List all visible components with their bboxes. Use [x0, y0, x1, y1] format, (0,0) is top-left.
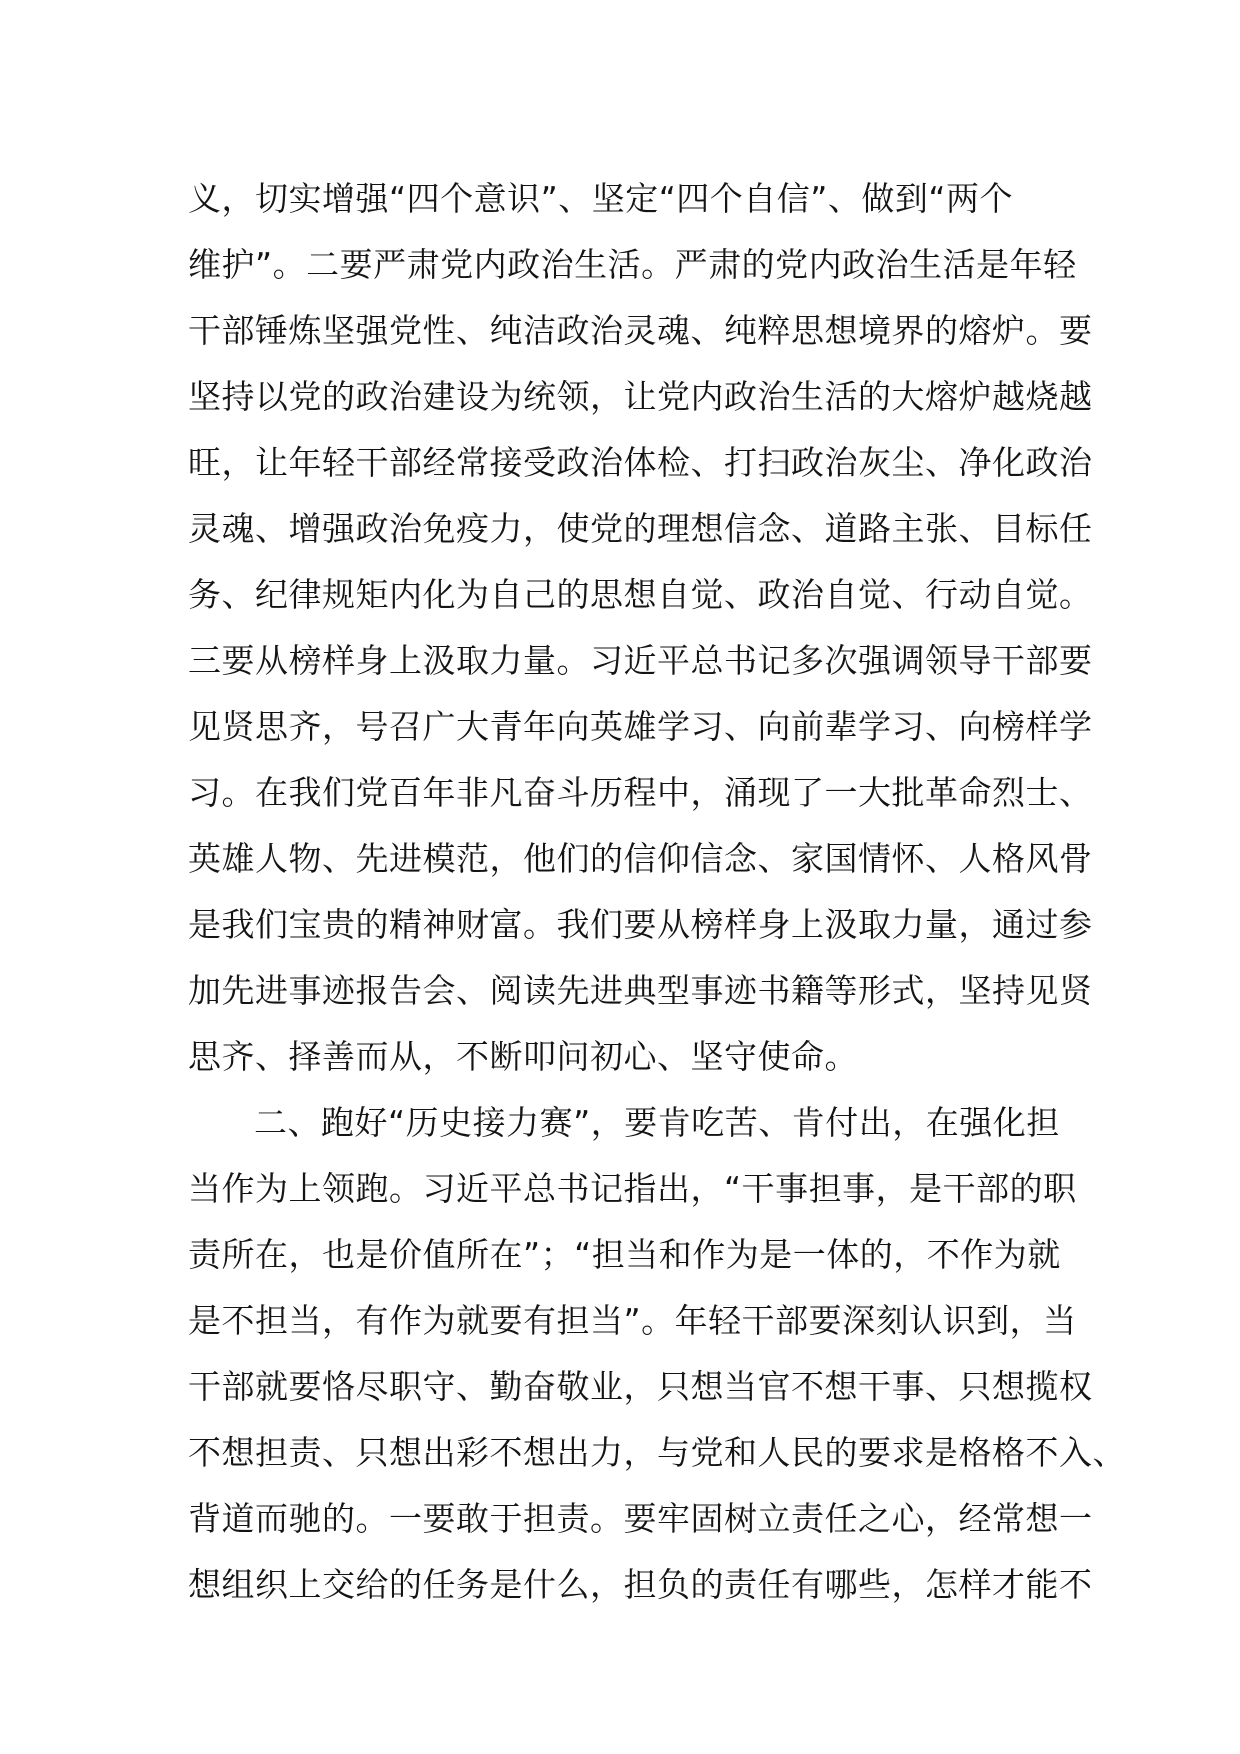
text-line: 是不担当，有作为就要有担当”。年轻干部要深刻认识到，当: [188, 1301, 1077, 1340]
text-line: 背道而驰的。一要敢于担责。要牢固树立责任之心，经常想一: [188, 1499, 1093, 1538]
text-line: 责所在，也是价值所在”；“担当和作为是一体的，不作为就: [188, 1235, 1061, 1274]
text-line: 见贤思齐，号召广大青年向英雄学习、向前辈学习、向榜样学: [188, 707, 1093, 746]
text-line: 想组织上交给的任务是什么，担负的责任有哪些，怎样才能不: [188, 1565, 1093, 1604]
text-line: 当作为上领跑。习近平总书记指出，“干事担事，是干部的职: [188, 1169, 1077, 1208]
text-line: 习。在我们党百年非凡奋斗历程中，涌现了一大批革命烈士、: [188, 773, 1093, 812]
text-line: 义，切实增强“四个意识”、坚定“四个自信”、做到“两个: [188, 179, 1013, 218]
text-line: 干部就要恪尽职守、勤奋敬业，只想当官不想干事、只想揽权: [188, 1367, 1093, 1406]
text-line: 务、纪律规矩内化为自己的思想自觉、政治自觉、行动自觉。: [188, 575, 1093, 614]
text-line: 干部锤炼坚强党性、纯洁政治灵魂、纯粹思想境界的熔炉。要: [188, 311, 1093, 350]
text-line: 灵魂、增强政治免疫力，使党的理想信念、道路主张、目标任: [188, 509, 1093, 548]
text-line: 旺，让年轻干部经常接受政治体检、打扫政治灰尘、净化政治: [188, 443, 1093, 482]
text-line: 维护”。二要严肃党内政治生活。严肃的党内政治生活是年轻: [188, 245, 1077, 284]
text-line: 是我们宝贵的精神财富。我们要从榜样身上汲取力量，通过参: [188, 905, 1093, 944]
text-line: 不想担责、只想出彩不想出力，与党和人民的要求是格格不入、: [188, 1433, 1126, 1472]
text-line: 英雄人物、先进模范，他们的信仰信念、家国情怀、人格风骨: [188, 839, 1093, 878]
text-line: 三要从榜样身上汲取力量。习近平总书记多次强调领导干部要: [188, 641, 1093, 680]
text-line: 思齐、择善而从，不断叩问初心、坚守使命。: [188, 1037, 858, 1076]
paragraph-start-line: 二、跑好“历史接力赛”，要肯吃苦、肯付出，在强化担: [254, 1103, 1060, 1142]
text-line: 加先进事迹报告会、阅读先进典型事迹书籍等形式，坚持见贤: [188, 971, 1093, 1010]
body-text: [188, 166, 1126, 1618]
text-line: 坚持以党的政治建设为统领，让党内政治生活的大熔炉越烧越: [188, 377, 1093, 416]
